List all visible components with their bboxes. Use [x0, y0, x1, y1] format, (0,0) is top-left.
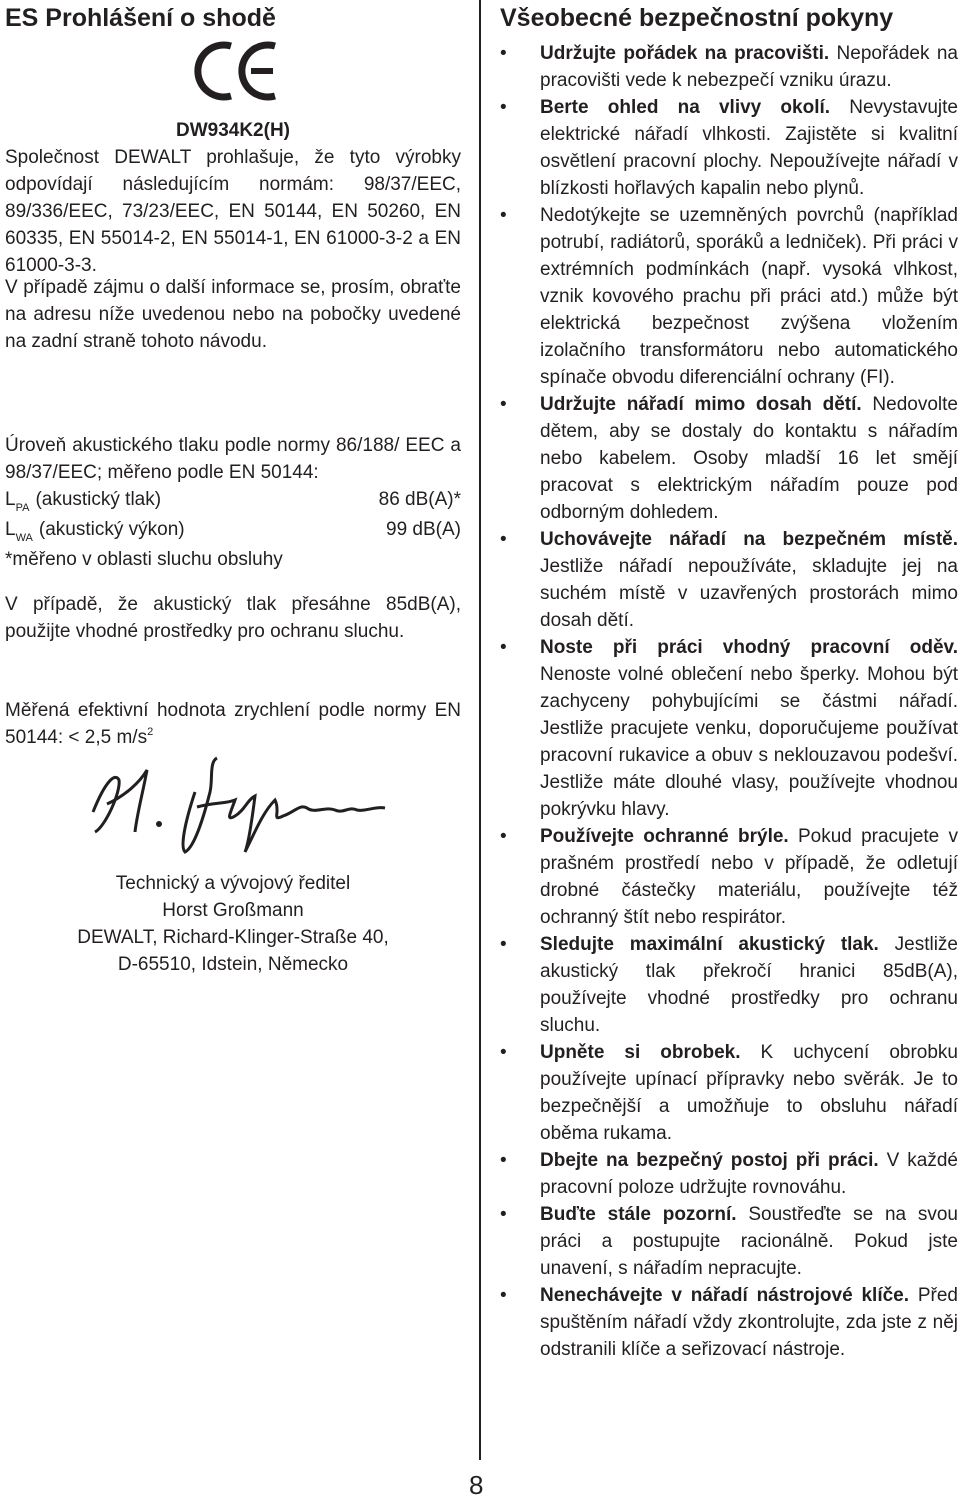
list-item: • Upněte si obrobek. K uchycení obrobku používejte upínací přípravky nebo svěrák. Je to bezpečnější a umožňuje to obsluhu nářadí oběma rukama.: [500, 1039, 958, 1147]
lwa-value: 99 dB(A): [386, 519, 461, 540]
company-city: D-65510, Idstein, Německo: [117, 954, 349, 975]
model-number: DW934K2(H): [175, 120, 291, 141]
hearing-protection-paragraph: V případě, že akustický tlak přesáhne 85dB(A), použijte vhodné prostředky pro ochranu sluchu.: [5, 594, 461, 642]
list-item: • Udržujte pořádek na pracovišti. Nepořádek na pracovišti vede k nebezpečí vzniku úrazu.: [500, 40, 958, 94]
list-item: • Nedotýkejte se uzemněných povrchů (například potrubí, radiátorů, sporáků a ledniček). Při práci v extrémních podmínkách (např. vysoká vlhkost, vznik kovového prachu při práci atd.) může být elektrická bezpečnost zvýšena vložením izolačního transformátoru nebo automatického spínače obvodu diferenciální ochrany (FI).: [500, 202, 958, 391]
vibration-text: Měřená efektivní hodnota zrychlení podle normy EN 50144: < 2,5 m/s: [5, 700, 461, 748]
lpa-value: 86 dB(A)*: [378, 489, 461, 510]
bullet-icon: •: [500, 43, 507, 64]
bullet-icon: •: [500, 934, 507, 955]
lwa-symbol: L: [5, 519, 16, 540]
list-item: • Uchovávejte nářadí na bezpečném místě. Jestliže nářadí nepoužíváte, skladujte jej na suchém místě v uzavřených prostorách mimo dosah dětí.: [500, 526, 958, 634]
bullet-icon: •: [500, 529, 507, 550]
list-item: • Sledujte maximální akustický tlak. Jestliže akustický tlak překročí hranici 85dB(A), používejte vhodné prostředky pro ochranu sluchu.: [500, 931, 958, 1039]
signature-image: [85, 752, 390, 862]
bullet-icon: •: [500, 826, 507, 847]
list-item: • Používejte ochranné brýle. Pokud pracujete v prašném prostředí nebo v případě, že odletují drobné částečky materiálu, používejte též ochranný štít nebo respirátor.: [500, 823, 958, 931]
bullet-icon: •: [500, 1204, 507, 1225]
bullet-icon: •: [500, 394, 507, 415]
list-item: • Buďte stále pozorní. Soustřeďte se na svou práci a postupujte racionálně. Pokud jste unavení, s nářadím nepracujte.: [500, 1201, 958, 1282]
column-divider: [479, 0, 481, 1460]
lpa-subscript: PA: [15, 502, 30, 514]
lpa-symbol: L: [5, 489, 16, 510]
bullet-icon: •: [500, 1285, 507, 1306]
noise-footnote: *měřeno v oblasti sluchu obsluhy: [5, 549, 283, 570]
lwa-row: [5, 516, 461, 546]
list-item: • Dbejte na bezpečný postoj při práci. V každé pracovní poloze udržujte rovnováhu.: [500, 1147, 958, 1201]
noise-section: [5, 432, 461, 573]
list-item: • Berte ohled na vlivy okolí. Nevystavujte elektrické nářadí vlhkosti. Zajistěte si kvalitní osvětlení pracovní plochy. Nepoužívejte nářadí v blízkosti hořlavých kapalin nebo plynů.: [500, 94, 958, 202]
bullet-icon: •: [500, 97, 507, 118]
company-address: DEWALT, Richard-Klinger-Straße 40,: [77, 927, 389, 948]
page-number: 8: [469, 1470, 484, 1500]
signatory-block: [5, 870, 461, 978]
bullet-icon: •: [500, 637, 507, 658]
vibration-superscript: 2: [147, 726, 154, 738]
ce-mark-icon: [193, 40, 283, 102]
bullet-icon: •: [500, 1042, 507, 1063]
lwa-subscript: WA: [15, 532, 33, 544]
noise-paragraph: Úroveň akustického tlaku podle normy 86/188/ EEC a 98/37/EEC; měřeno podle EN 50144:: [5, 435, 461, 483]
bullet-icon: •: [500, 205, 507, 226]
safety-list: [500, 40, 958, 1363]
list-item: • Nenechávejte v nářadí nástrojové klíče. Před spuštěním nářadí vždy zkontrolujte, zda jste z něj odstranili klíče a seřizovací nástroje.: [500, 1282, 958, 1363]
contact-paragraph: V případě zájmu o další informace se, prosím, obraťte na adresu níže uvedenou nebo na pobočky uvedené na zadní straně tohoto návodu.: [5, 277, 461, 352]
lwa-label: (akustický výkon): [38, 519, 185, 540]
vibration-paragraph: [5, 697, 461, 754]
bullet-icon: •: [500, 1150, 507, 1171]
signatory-role: Technický a vývojový ředitel: [115, 873, 351, 894]
safety-title: Všeobecné bezpečnostní pokyny: [500, 4, 894, 32]
list-item: • Noste při práci vhodný pracovní oděv. Nenoste volné oblečení nebo šperky. Mohou být zachyceny pohybujícími se částmi nářadí. Jestliže pracujete venku, doporučujeme používat pracovní rukavice a obuv s neklouzavou podešví. Jestliže máte dlouhé vlasy, používejte vhodnou pokrývku hlavy.: [500, 634, 958, 823]
declaration-title: ES Prohlášení o shodě: [5, 4, 276, 32]
list-item: • Udržujte nářadí mimo dosah dětí. Nedovolte dětem, aby se dostaly do kontaktu s nářadím nebo kabelem. Osoby mladší 16 let smějí pracovat s elektrickým nářadím pouze pod odborným dohledem.: [500, 391, 958, 526]
conformity-paragraph: Společnost DEWALT prohlašuje, že tyto výrobky odpovídají následujícím normám: 98/37/EEC, 89/336/EEC, 73/23/EEC, EN 50144, EN 50260, EN 60335, EN 55014-2, EN 55014-1, EN 61000-3-2 a EN 61000-3-3.: [5, 147, 461, 276]
signatory-name: Horst Großmann: [162, 900, 304, 921]
lpa-label: (akustický tlak): [35, 489, 162, 510]
lpa-row: [5, 486, 461, 516]
